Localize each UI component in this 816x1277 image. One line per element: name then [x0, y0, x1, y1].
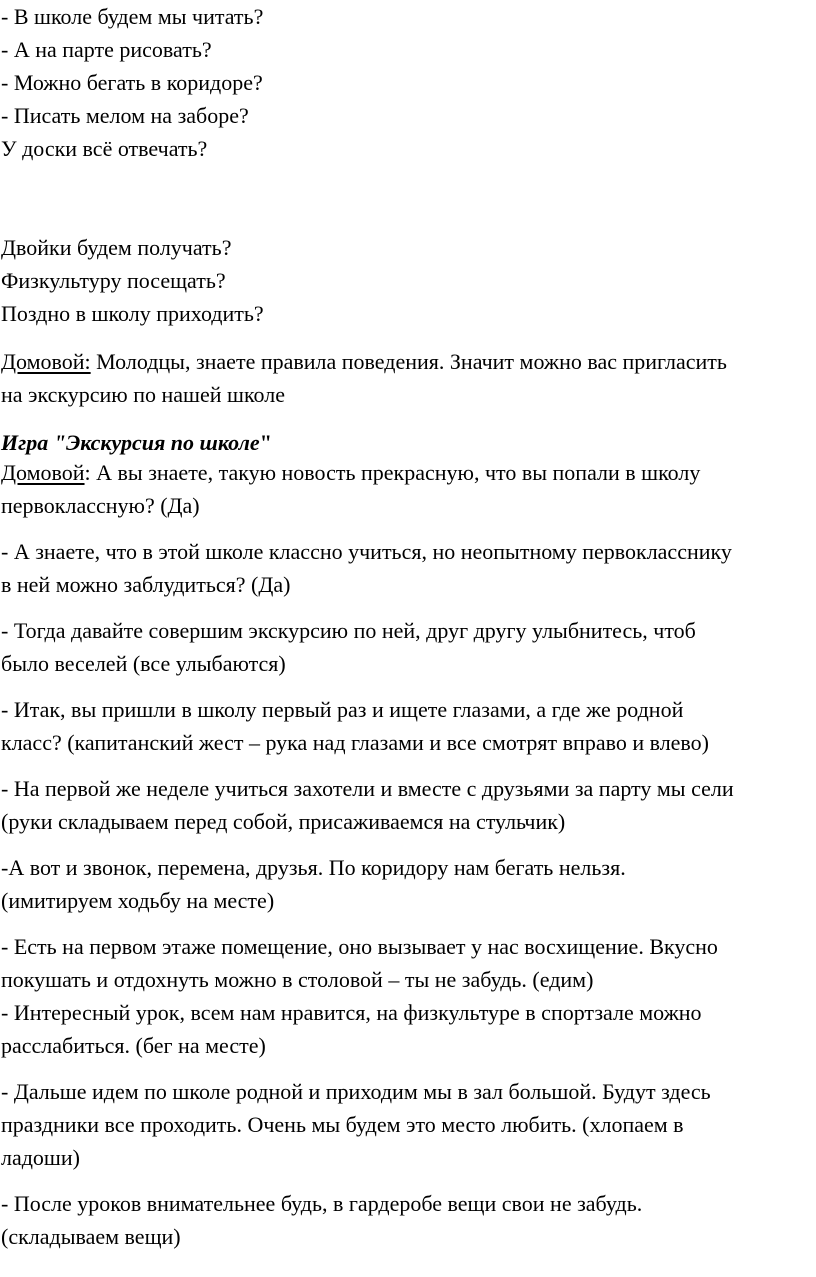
paragraph-line: расслабиться. (бег на месте)	[1, 1033, 266, 1058]
paragraph-line: -А вот и звонок, перемена, друзья. По коридору нам бегать нельзя.	[1, 855, 626, 880]
game-section	[1, 426, 816, 522]
game-title: Игра "Экскурсия по школе"	[1, 430, 272, 455]
paragraph-line: - А знаете, что в этой школе классно учиться, но неопытному первокласснику	[1, 539, 732, 564]
paragraph-line: класс? (капитанский жест – рука над глазами и все смотрят вправо и влево)	[1, 730, 709, 755]
speaker-label: Домовой	[1, 460, 85, 485]
spacer	[1, 330, 816, 345]
paragraph	[1, 772, 816, 838]
spacer	[1, 759, 816, 772]
question-line: Физкультуру посещать?	[1, 268, 226, 293]
spacer	[1, 522, 816, 535]
spacer	[1, 1174, 816, 1187]
paragraph-line: (складываем вещи)	[1, 1224, 181, 1249]
spacer	[1, 1062, 816, 1075]
question-line: - Писать мелом на заборе?	[1, 103, 249, 128]
speech-text: на экскурсию по нашей школе	[1, 382, 285, 407]
paragraph-line: ладоши)	[1, 1145, 80, 1170]
question-line: - Можно бегать в коридоре?	[1, 70, 263, 95]
speech-text: первоклассную? (Да)	[1, 493, 200, 518]
paragraph-line: - Есть на первом этаже помещение, оно вызывает у нас восхищение. Вкусно	[1, 934, 718, 959]
paragraph-line: покушать и отдохнуть можно в столовой – ты не забудь. (едим)	[1, 967, 594, 992]
question-line: Двойки будем получать?	[1, 235, 232, 260]
paragraph-line: (руки складываем перед собой, присаживаемся на стульчик)	[1, 809, 566, 834]
domovoy-speech-1	[1, 345, 816, 411]
paragraph-line: - Интересный урок, всем нам нравится, на физкультуре в спортзале можно	[1, 1000, 702, 1025]
spacer	[1, 601, 816, 614]
paragraph-line: было веселей (все улыбаются)	[1, 651, 286, 676]
question-line: - А на парте рисовать?	[1, 37, 212, 62]
paragraph-line: (имитируем ходьбу на месте)	[1, 888, 275, 913]
paragraph-line: - Итак, вы пришли в школу первый раз и ищете глазами, а где же родной	[1, 697, 684, 722]
spacer	[1, 207, 816, 231]
spacer	[1, 165, 816, 207]
spacer	[1, 680, 816, 693]
questions-block	[1, 0, 816, 165]
spacer	[1, 917, 816, 930]
paragraph-line: - Дальше идем по школе родной и приходим мы в зал большой. Будут здесь	[1, 1079, 711, 1104]
paragraph-line: - Тогда давайте совершим экскурсию по ней, друг другу улыбнитесь, чтоб	[1, 618, 696, 643]
paragraph-line: - После уроков внимательнее будь, в гардеробе вещи свои не забудь.	[1, 1191, 643, 1216]
spacer	[1, 411, 816, 426]
paragraph	[1, 1187, 816, 1253]
paragraph	[1, 851, 816, 917]
paragraph-line: праздники все проходить. Очень мы будем это место любить. (хлопаем в	[1, 1112, 684, 1137]
paragraph-line: - На первой же неделе учиться захотели и вместе с друзьями за парту мы сели	[1, 776, 734, 801]
paragraph	[1, 535, 816, 601]
paragraph-line: в ней можно заблудиться? (Да)	[1, 572, 291, 597]
question-line: У доски всё отвечать?	[1, 136, 208, 161]
paragraph	[1, 614, 816, 680]
question-line: - В школе будем мы читать?	[1, 4, 264, 29]
speaker-label: Домовой:	[1, 349, 91, 374]
speech-text: Молодцы, знаете правила поведения. Значит можно вас пригласить	[90, 349, 727, 374]
spacer	[1, 838, 816, 851]
question-line: Поздно в школу приходить?	[1, 301, 264, 326]
paragraph	[1, 1075, 816, 1174]
speech-text: : А вы знаете, такую новость прекрасную, что вы попали в школу	[84, 460, 701, 485]
paragraph	[1, 930, 816, 1062]
questions-block-2	[1, 231, 816, 330]
paragraph	[1, 693, 816, 759]
